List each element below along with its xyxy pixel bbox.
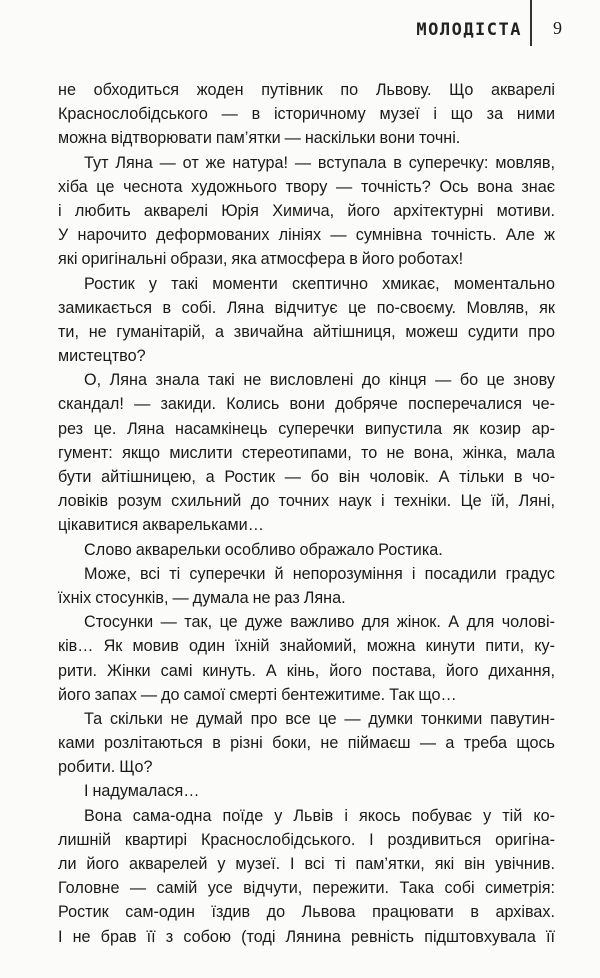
text-line: гумент: якщо мислити стереотипами, то не вона, жінка, мала bbox=[58, 443, 555, 462]
text-line: які оригінальні образи, яка атмосфера в його роботах! bbox=[58, 250, 464, 269]
header-divider bbox=[530, 0, 532, 46]
page-number: 9 bbox=[553, 18, 562, 38]
text-line: ками розлітаються в різні боки, не піймаєш — а треба щось bbox=[58, 734, 555, 753]
text-line: Стосунки — так, це дуже важливо для жінок. А для чолові- bbox=[84, 613, 555, 632]
text-line: Тут Ляна — от же натура! — вступала в суперечку: мовляв, bbox=[84, 153, 555, 172]
text-line: можна відтворювати пам’ятки — наскільки вони точні. bbox=[58, 129, 461, 148]
text-line: Вона сама-одна поїде у Львів і якось побуває у тій ко- bbox=[84, 806, 555, 825]
text-line: Ростик сам-один їздив до Львова працювати в архівах. bbox=[58, 903, 555, 922]
text-line: І не брав її з собою (тоді Лянина ревність підштовхувала її bbox=[58, 927, 555, 946]
text-line: Слово акварельки особливо ображало Ростика. bbox=[84, 540, 443, 559]
text-line: рити. Жінки самі кинуть. А кінь, його постава, його дихання, bbox=[58, 661, 555, 680]
text-line: мистецтво? bbox=[58, 347, 146, 366]
text-line: і любить акварелі Юрія Химича, його архітектурні мотиви. bbox=[58, 201, 555, 220]
text-line: їхніх стосунків, — думала не раз Ляна. bbox=[58, 588, 346, 607]
text-line: У нарочито деформованих лініях — сумнівна точність. Але ж bbox=[58, 226, 555, 245]
text-line: ловіків розум схильний до точних наук і техніки. Це їй, Ляні, bbox=[58, 492, 555, 511]
text-line: Головне — самій усе відчути, пережити. Така собі симетрія: bbox=[58, 879, 555, 898]
text-line: Ростик у такі моменти скептично хмикає, моментально bbox=[84, 274, 555, 293]
text-line: його запах — до самої смерті бентежитиме. Так що… bbox=[58, 685, 457, 704]
text-line: хіба це чеснота художнього твору — точність? Ось вона знає bbox=[58, 177, 555, 196]
text-line: рез це. Ляна насамкінець суперечки випустила як козир ар- bbox=[58, 419, 555, 438]
text-line: замикається в собі. Ляна відчитує це по-своєму. Мовляв, як bbox=[58, 298, 555, 317]
text-line: не обходиться жоден путівник по Львову. Що акварелі bbox=[58, 81, 555, 99]
text-line: Та скільки не думай про все це — думки тонкими павутин- bbox=[84, 709, 555, 728]
text-line: бути айтішницею, а Ростик — бо він чоловік. А тільки в чо- bbox=[58, 468, 555, 486]
text-line: робити. Що? bbox=[58, 758, 153, 777]
text-line: цікавитися акварельками… bbox=[58, 516, 264, 535]
body-text bbox=[58, 78, 555, 949]
text-line: ків… Як мовив один їхній знайомий, можна кинути пити, ку- bbox=[58, 637, 555, 656]
text-line: лишній квартирі Краснослобідського. І роздивиться оригіна- bbox=[58, 830, 555, 849]
running-title: МОЛОДІСТА bbox=[416, 20, 522, 40]
text-line: ли його акварелей у музеї. І всі ті пам’ятки, які він увічнив. bbox=[58, 855, 555, 873]
text-line: Краснослобідського — в історичному музеї і що за ними bbox=[58, 105, 555, 124]
text-line: ти, не гуманітарій, а звичайна айтішниця, можеш судити про bbox=[58, 322, 555, 341]
text-line: Може, всі ті суперечки й непорозуміння і посадили градус bbox=[84, 564, 555, 583]
text-line: І надумалася… bbox=[84, 782, 200, 801]
text-line: О, Ляна знала такі не висловлені до кінця — бо це знову bbox=[84, 371, 555, 390]
text-line: скандал! — закиди. Колись вони добряче посперечалися че- bbox=[58, 395, 555, 414]
